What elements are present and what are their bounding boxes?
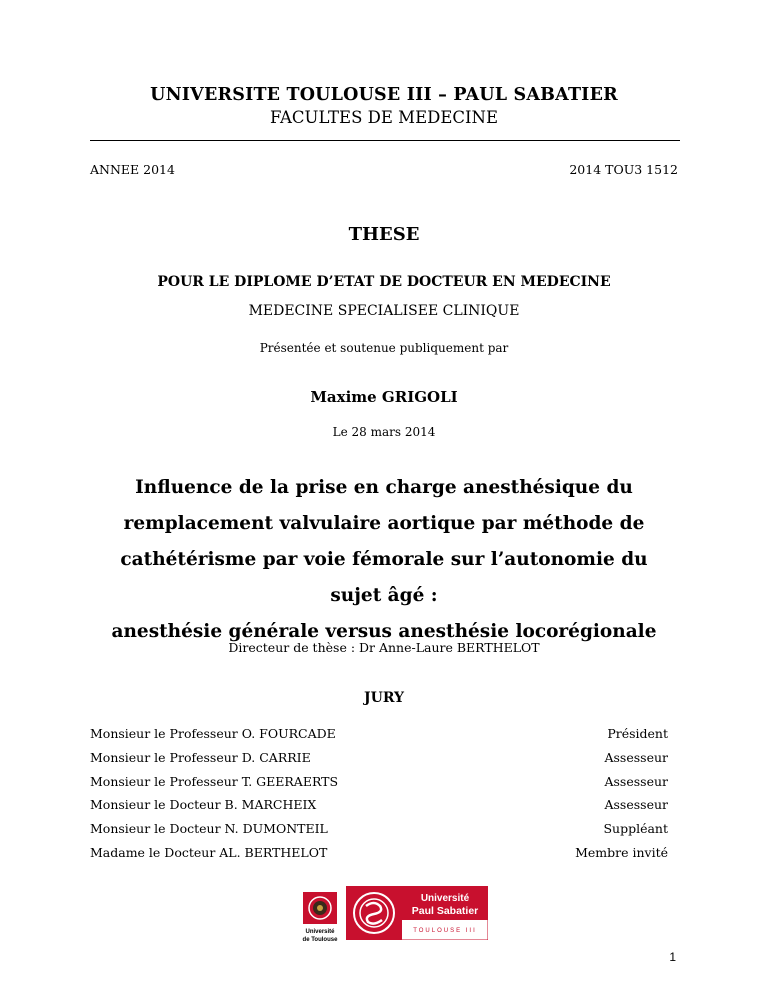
jury-member-name: Monsieur le Docteur B. MARCHEIX <box>90 797 317 812</box>
thesis-title-line: Influence de la prise en charge anesthésique du <box>135 477 633 498</box>
jury-row <box>90 750 668 770</box>
header-divider <box>90 140 680 141</box>
year-label: ANNEE 2014 <box>90 162 175 177</box>
jury-member-name: Monsieur le Professeur O. FOURCADE <box>90 726 336 741</box>
logo-large-line3: TOULOUSE III <box>413 928 477 934</box>
universite-paul-sabatier-logo <box>346 886 488 940</box>
specialty-line: MEDECINE SPECIALISEE CLINIQUE <box>248 303 520 319</box>
thesis-title <box>100 470 668 650</box>
thesis-title-line: cathétérisme par voie fémorale sur l’autonomie du sujet âgé : <box>120 549 648 606</box>
university-name: UNIVERSITE TOULOUSE III – PAUL SABATIER <box>150 85 618 105</box>
jury-row <box>90 726 668 746</box>
logo-large-line2: Paul Sabatier <box>411 905 479 917</box>
thesis-title-line: anesthésie générale versus anesthésie locorégionale <box>111 621 657 642</box>
jury-member-name: Monsieur le Professeur D. CARRIE <box>90 750 311 765</box>
page-number: 1 <box>669 950 676 964</box>
defense-date: Le 28 mars 2014 <box>332 425 436 439</box>
thesis-label: THESE <box>348 224 420 245</box>
logo-small-line2: de Toulouse <box>302 937 338 943</box>
jury-row <box>90 797 668 817</box>
universite-de-toulouse-logo <box>301 890 339 945</box>
thesis-code: 2014 TOU3 1512 <box>569 162 678 177</box>
jury-member-name: Monsieur le Professeur T. GEERAERTS <box>90 774 339 789</box>
jury-member-role: Assesseur <box>604 774 668 789</box>
thesis-director: Directeur de thèse : Dr Anne-Laure BERTHELOT <box>228 640 540 655</box>
author-name: Maxime GRIGOLI <box>310 388 458 406</box>
jury-member-role: Président <box>607 726 668 741</box>
thesis-title-line: remplacement valvulaire aortique par méthode de <box>123 513 645 534</box>
diploma-line: POUR LE DIPLOME D’ETAT DE DOCTEUR EN MEDECINE <box>157 274 611 290</box>
jury-row <box>90 821 668 841</box>
jury-member-role: Membre invité <box>575 845 668 860</box>
jury-member-name: Monsieur le Docteur N. DUMONTEIL <box>90 821 328 836</box>
logo-small-line1: Université <box>305 929 335 935</box>
presented-by-line: Présentée et soutenue publiquement par <box>259 341 509 355</box>
faculty-name: FACULTES DE MEDECINE <box>269 108 499 127</box>
jury-member-role: Assesseur <box>604 797 668 812</box>
jury-row <box>90 845 668 865</box>
logo-large-line1: Université <box>420 893 470 904</box>
jury-row <box>90 774 668 794</box>
jury-heading: JURY <box>363 690 405 706</box>
jury-member-role: Suppléant <box>603 821 668 836</box>
jury-member-name: Madame le Docteur AL. BERTHELOT <box>90 845 328 860</box>
jury-member-role: Assesseur <box>604 750 668 765</box>
